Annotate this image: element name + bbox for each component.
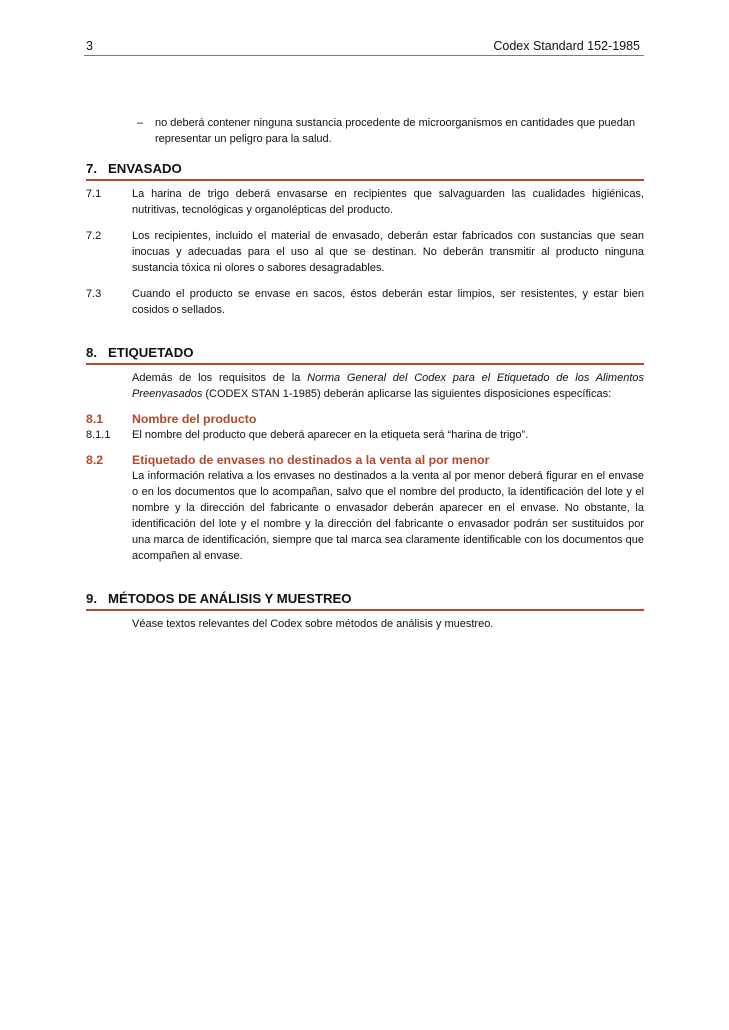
section-number: 8.	[86, 345, 97, 360]
bullet-dash: –	[137, 117, 144, 129]
intro-text-after: (CODEX STAN 1-1985) deberán aplicarse las siguientes disposiciones específicas:	[202, 388, 612, 400]
section-8-intro	[86, 370, 644, 402]
clause-number: 7.2	[86, 230, 102, 242]
page-number: 3	[86, 39, 93, 53]
clause-text: La información relativa a los envases no destinados a la venta al por menor deberá figurar en el envase o en los documentos que lo acompañan, salvo que el nombre del producto, la identificación del lote y el nombre y la dirección del fabricante o envasador deberán aparecer en el envase. No obstante, la identificación del lote y el nombre y la dirección del fabricante o envasador podrán ser sustituidos por una marca de identificación, siempre que tal marca sea claramente identificable con los documentos que acompañen al envase.	[132, 470, 644, 562]
clause-7-2	[86, 228, 644, 276]
section-number: 7.	[86, 161, 97, 176]
bullet-text: no deberá contener ninguna sustancia procedente de microorganismos en cantidades que puedan representar un peligro para la salud.	[155, 117, 636, 145]
clause-7-3	[86, 286, 644, 318]
subsection-title: Nombre del producto	[132, 412, 257, 426]
subsection-number: 8.2	[86, 453, 104, 467]
clause-number: 7.1	[86, 188, 102, 200]
bullet-item	[86, 115, 644, 147]
subsection-8-1-heading	[86, 412, 644, 427]
clause-text: El nombre del producto que deberá aparecer en la etiqueta será “harina de trigo”.	[132, 429, 529, 441]
subsection-8-2-heading	[86, 453, 644, 468]
section-title: ENVASADO	[108, 161, 182, 176]
section-9-text	[86, 616, 644, 632]
document-body	[86, 115, 644, 642]
section-9-heading	[86, 591, 644, 611]
clause-text: Los recipientes, incluido el material de envasado, deberán estar fabricados con sustancias que sean inocuas y adecuadas para el uso al que se destinan. No deberán transmitir al producto ninguna sustancia tóxica ni olores o sabores desagradables.	[132, 230, 644, 274]
standard-reference: Codex Standard 152-1985	[493, 39, 640, 53]
clause-text: Cuando el producto se envase en sacos, éstos deberán estar limpios, ser resistentes, y estar bien cosidos o sellados.	[132, 288, 644, 316]
clause-8-2-text	[86, 468, 644, 564]
clause-text: Véase textos relevantes del Codex sobre métodos de análisis y muestreo.	[132, 618, 494, 630]
clause-number: 8.1.1	[86, 429, 111, 441]
clause-7-1	[86, 186, 644, 218]
clause-number: 7.3	[86, 288, 102, 300]
subsection-title: Etiquetado de envases no destinados a la venta al por menor	[132, 453, 490, 467]
clause-8-1-1	[86, 427, 644, 443]
section-7-heading	[86, 161, 644, 181]
section-title: MÉTODOS DE ANÁLISIS Y MUESTREO	[108, 591, 352, 606]
section-8-heading	[86, 345, 644, 365]
intro-text-italic: Norma General del Codex para el Etiquetado de los Alimentos Preenvasados	[132, 372, 644, 400]
section-number: 9.	[86, 591, 97, 606]
intro-text-before: Además de los requisitos de la	[132, 372, 308, 384]
subsection-number: 8.1	[86, 412, 104, 426]
section-title: ETIQUETADO	[108, 345, 194, 360]
clause-text: La harina de trigo deberá envasarse en recipientes que salvaguarden las cualidades higiénicas, nutritivas, tecnológicas y organolépticas del producto.	[132, 188, 644, 216]
page-header	[84, 37, 644, 56]
